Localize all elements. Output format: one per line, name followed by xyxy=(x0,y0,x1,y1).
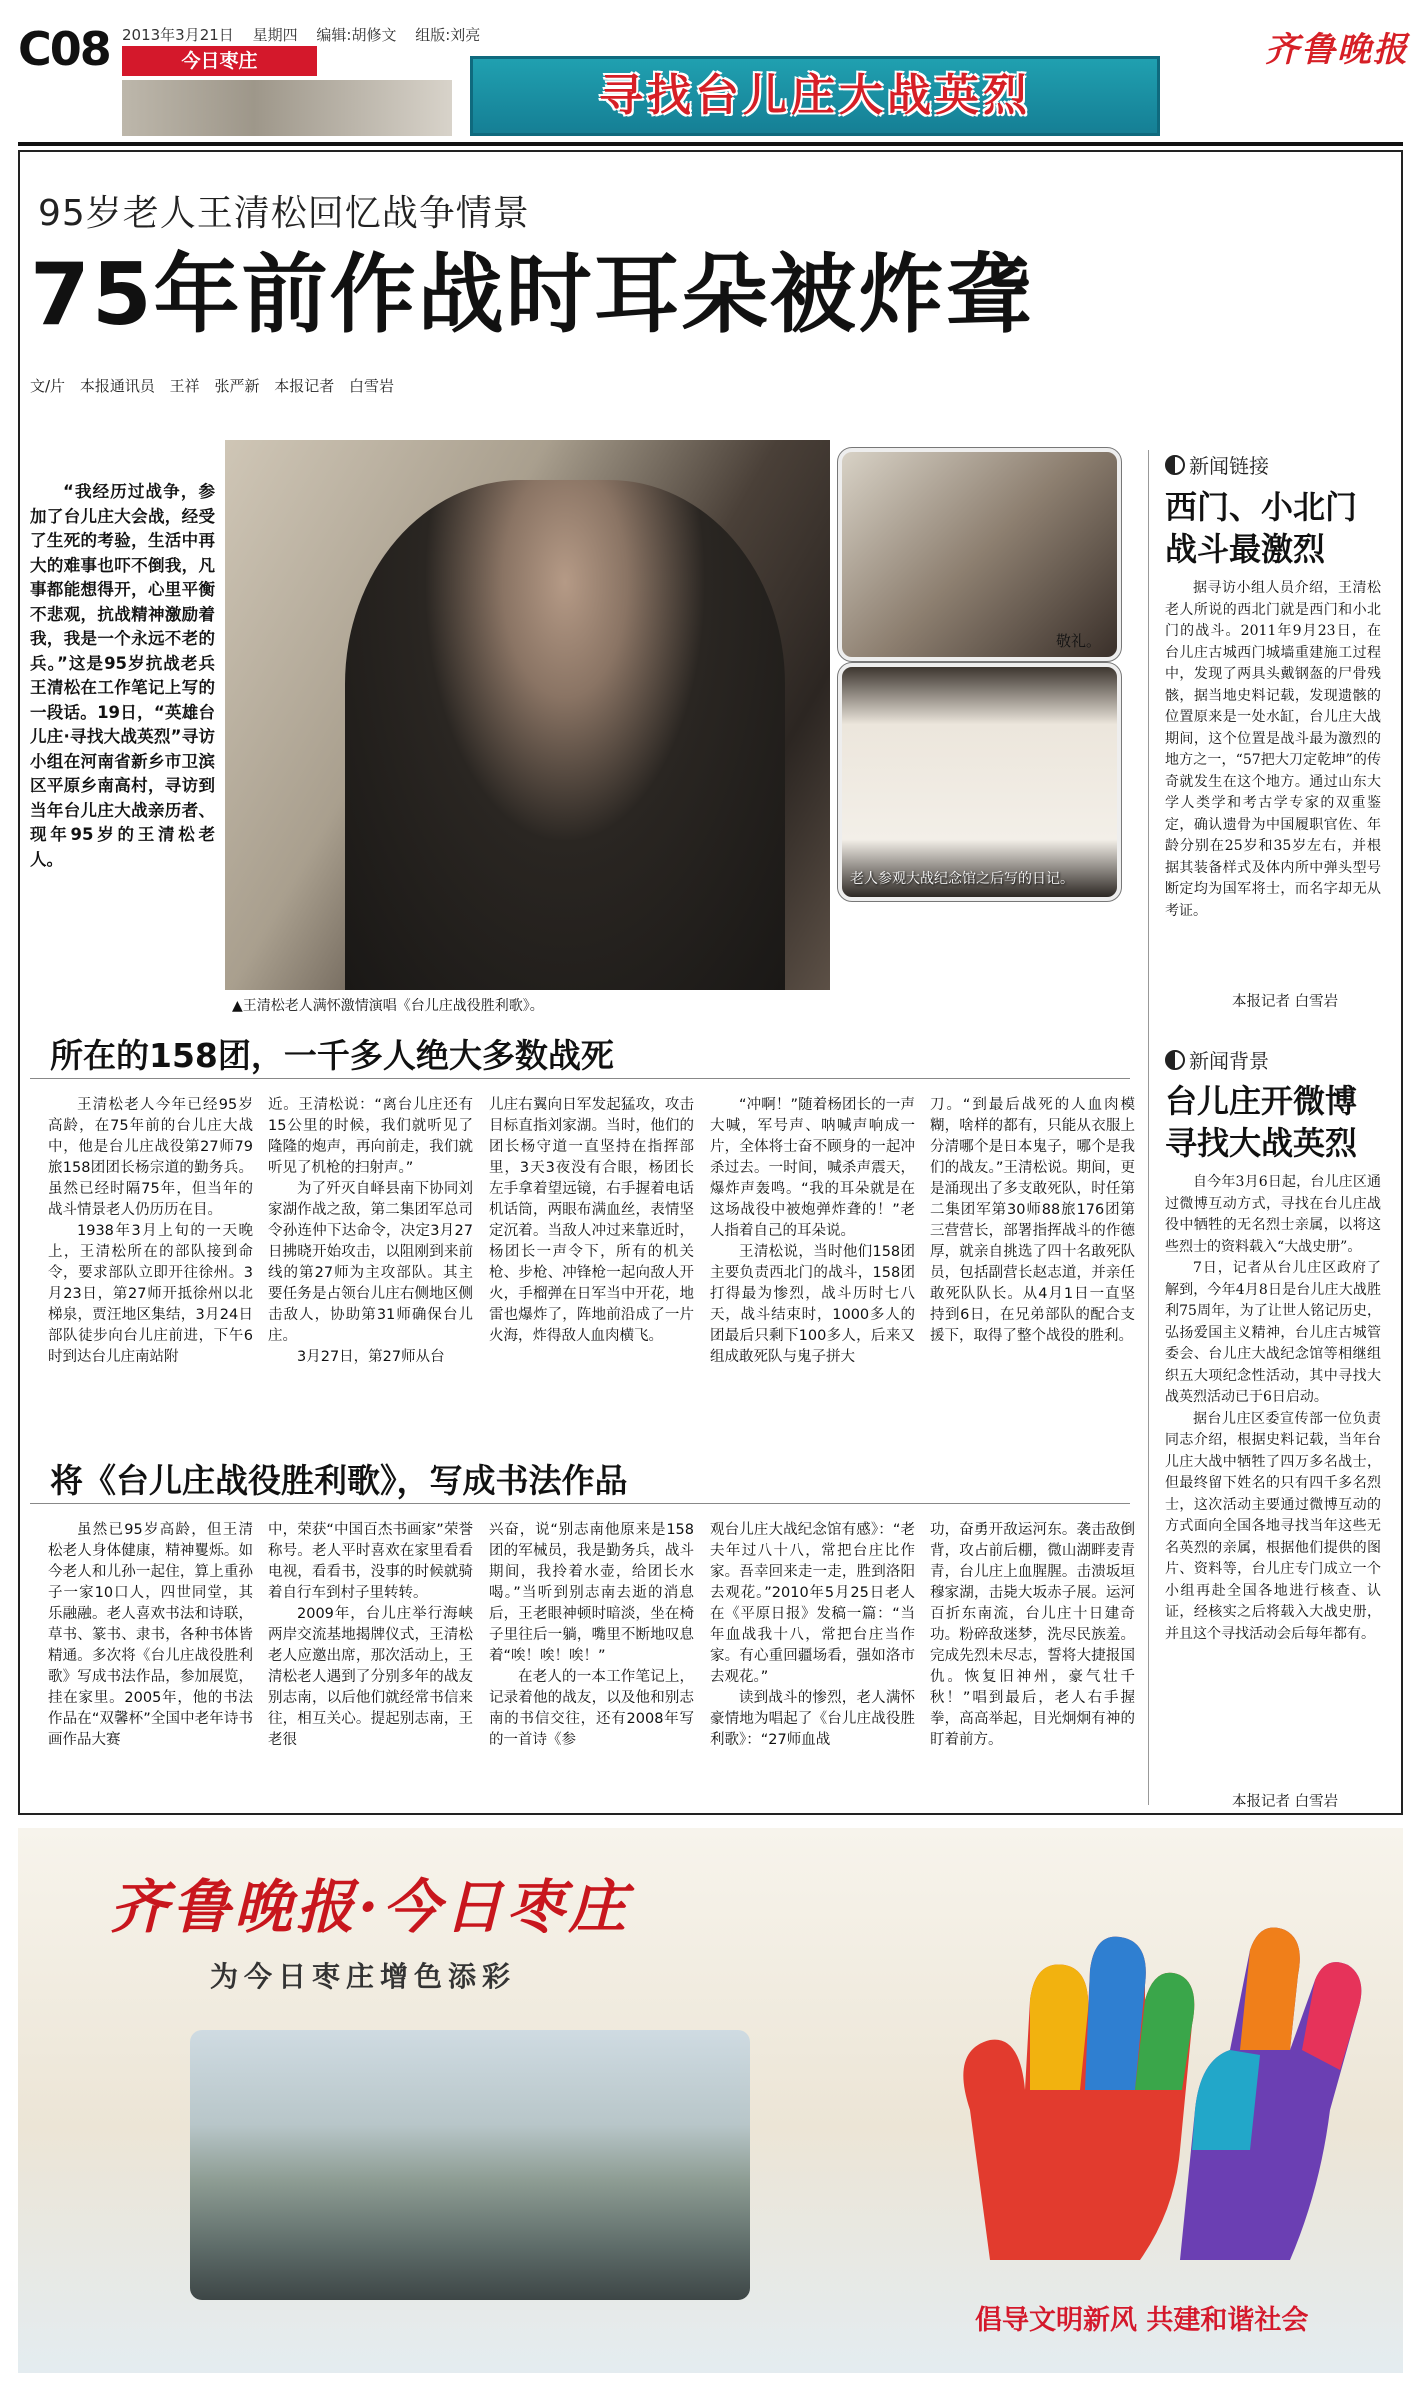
page-number: C08 xyxy=(18,22,110,76)
paragraph: 中，荣获“中国百杰书画家”荣誉称号。老人平时喜欢在家里看看电视，看看书，没事的时候就骑着自行车到村子里转转。 xyxy=(268,1522,473,1601)
byline-part: 张严新 xyxy=(214,377,260,395)
paragraph: 自今年3月6日起，台儿庄区通过微博互动方式，寻找在台儿庄战役中牺牲的无名烈士亲属，以将这些烈士的资料载入“大战史册”。 xyxy=(1165,1174,1381,1255)
issue-weekday: 星期四 xyxy=(252,26,298,44)
subhead-rule xyxy=(30,1503,1130,1504)
left-hand-shape xyxy=(963,1937,1194,2260)
subhead-158th-regiment: 所在的158团，一千多人绝大多数战死 xyxy=(50,1036,614,1075)
section2-column-5 xyxy=(930,1520,1135,1751)
headline-line: 西门、小北门 xyxy=(1165,488,1358,526)
section2-column-3 xyxy=(489,1520,694,1751)
news-link-headline xyxy=(1165,486,1385,570)
paragraph: 功，奋勇开敌运河东。袭击敌倒背，攻占前后棚，微山湖畔麦青青，台儿庄上血腥腥。击溃坂垣穆家湖，击毙大坂赤子展。运河百折东南流，台儿庄十日建奇功。粉碎敌迷梦，洗尽民族羞。完成先烈未尽志，誓将大捷报国仇。恢复旧神州，豪气壮千秋！”唱到最后，老人右手握拳，高高举起，目光炯炯有神的盯着前方。 xyxy=(930,1522,1135,1748)
paragraph: 虽然已95岁高龄，但王清松老人身体健康，精神矍烁。如今老人和儿孙一起住，算上重孙子一家10口人，四世同堂，其乐融融。老人喜欢书法和诗联，草书、篆书、隶书，各种书体皆精通。多次将《台儿庄战役胜利歌》写成书法作品，参加展览，挂在家里。2005年，他的书法作品在“双馨杯”全国中老年诗书画作品大赛 xyxy=(48,1522,253,1748)
series-title: 寻找台儿庄大战英烈 xyxy=(599,70,1031,121)
section2-column-4 xyxy=(710,1520,915,1751)
paragraph: 7日，记者从台儿庄区政府了解到，今年4月8日是台儿庄大战胜利75周年，为了让世人铭记历史，弘扬爱国主义精神，台儿庄古城管委会、台儿庄大战纪念馆等相继组织五大项纪念性活动，其中寻找大战英烈活动已于6日启动。 xyxy=(1165,1260,1381,1405)
headline-line: 战斗最激烈 xyxy=(1165,530,1326,568)
news-link-tag: 新闻链接 xyxy=(1165,450,1269,479)
subhead-calligraphy: 将《台儿庄战役胜利歌》，写成书法作品 xyxy=(50,1461,628,1500)
article-kicker: 95岁老人王清松回忆战争情景 xyxy=(38,193,530,234)
header-relief-image xyxy=(122,80,452,136)
article-lead: “我经历过战争，参加了台儿庄大会战，经受了生死的考验，生活中再大的难事也吓不倒我，凡事都能想得开，心里平衡不悲观，抗战精神激励着我，我是一个永远不老的兵。”这是95岁抗战老兵王清松在工作笔记上写的一段话。19日，“英雄台儿庄·寻找大战英烈”寻访小组在河南省新乡市卫滨区平原乡南高村，寻访到当年台儿庄大战亲历者、现年95岁的王清松老人。 xyxy=(30,482,215,869)
section1-column-1 xyxy=(48,1095,253,1368)
diary-photo xyxy=(838,663,1121,901)
news-background-body xyxy=(1165,1172,1381,1645)
byline-part: 王祥 xyxy=(169,377,200,395)
news-background-tag: 新闻背景 xyxy=(1165,1045,1269,1074)
news-background-signature: 本报记者 白雪岩 xyxy=(1232,1794,1339,1810)
main-photo xyxy=(225,440,830,990)
section1-column-4 xyxy=(710,1095,915,1368)
paragraph: 观台儿庄大战纪念馆有感》：“老夫年过八十八，常把台庄比作家。吾幸回来走一走，胜到洛阳去观花。”2010年5月25日老人在《平原日报》发稿一篇：“当年血战我十八，常把台庄当作家。有心重回疆场看，强如洛市去观花。” xyxy=(710,1522,915,1685)
paragraph: 刀。“到最后战死的人血肉模糊，啥样的都有，只能从衣服上分清哪个是日本鬼子，哪个是我们的战友。”王清松说。期间，更是涌现出了多支敢死队，时任第二集团军第30师88旅176团第三营营长，部署指挥战斗的作德厚，就亲自挑选了四十名敢死队员，包括副营长赵志道，并亲任敢死队队长。从4月1日一直坚持到6日，在兄弟部队的配合支援下，取得了整个战役的胜利。 xyxy=(930,1097,1135,1344)
section-tag: 今日枣庄 xyxy=(122,46,317,76)
ad-brand-logo: 齐鲁晚报·今日枣庄 xyxy=(110,1873,631,1941)
article-byline xyxy=(30,375,404,396)
paragraph: 王清松说，当时他们158团主要负责西北门的战斗，158团打得最为惨烈，战斗历时七八天，战斗结束时，1000多人的团最后只剩下100多人，后来又组成敢死队与鬼子拼大 xyxy=(710,1244,915,1365)
headline-line: 寻找大战英烈 xyxy=(1165,1124,1358,1162)
editor-credit: 编辑:胡修文 xyxy=(316,26,397,44)
ad-city-photo xyxy=(190,2030,750,2300)
news-link-signature: 本报记者 白雪岩 xyxy=(1232,994,1339,1010)
paragraph: 读到战斗的惨烈，老人满怀豪情地为唱起了《台儿庄战役胜利歌》：“27师血战 xyxy=(710,1690,915,1748)
headline-line: 台儿庄开微博 xyxy=(1165,1082,1358,1120)
designer-credit: 组版:刘亮 xyxy=(415,26,481,44)
paragraph: 1938年3月上旬的一天晚上，王清松所在的部队接到命令，要求部队立即开往徐州。3月23日，第27师开抵徐州以北梯泉，贾汪地区集结，3月24日部队徒步向台儿庄前进，下午6时到达台儿庄南站附 xyxy=(48,1223,253,1365)
header-rule xyxy=(18,142,1403,146)
paragraph: “冲啊！”随着杨团长的一声大喊，军号声、呐喊声响成一片，全体将士奋不顾身的一起冲杀过去。一时间，喊杀声震天，爆炸声轰鸣。“我的耳朵就是在这场战役中被炮弹炸聋的！”老人指着自己的耳朵说。 xyxy=(710,1097,915,1239)
issue-date: 2013年3月21日 xyxy=(122,26,234,44)
paragraph: 儿庄右翼向日军发起猛攻，攻击目标直指刘家湖。当时，他们的团长杨守道一直坚持在指挥部里，3天3夜没有合眼，杨团长左手拿着望远镜，右手握着电话机话筒，两眼布满血丝，表情坚定沉着。当敌人冲过来靠近时，杨团长一声令下，所有的机关枪、步枪、冲锋枪一起向敌人开火，手榴弹在日军当中开花，地雷也爆炸了，阵地前沿成了一片火海，炸得敌人血肉横飞。 xyxy=(489,1097,694,1344)
section1-column-5 xyxy=(930,1095,1135,1347)
ad-tagline: 为今日枣庄增色添彩 xyxy=(210,1960,517,1993)
paragraph: 2009年，台儿庄举行海峡两岸交流基地揭牌仪式，王清松老人应邀出席，那次活动上，王清松老人遇到了分别多年的战友别志南，以后他们就经常书信来往，相互关心。提起别志南，王老很 xyxy=(268,1606,473,1748)
right-hand-shape xyxy=(1180,1928,1361,2261)
byline-part: 文/片 xyxy=(30,377,66,395)
paragraph: 近。王清松说：“离台儿庄还有15公里的时候，我们就听见了隆隆的炮声，再向前走，我们就听见了机枪的扫射声。” xyxy=(268,1097,473,1176)
news-background-headline xyxy=(1165,1080,1385,1164)
paragraph: 在老人的一本工作笔记上，记录着他的战友，以及他和别志南的书信交往，还有2008年写的一首诗《参 xyxy=(489,1669,694,1748)
section2-column-2 xyxy=(268,1520,473,1751)
news-link-body: 据寻访小组人员介绍，王清松老人所说的西北门就是西门和小北门的战斗。2011年9月23日，在台儿庄古城西门城墙重建施工过程中，发现了两具头戴钢盔的尸骨残骸，据当地史料记载，发现遗骸的位置原来是一处水缸，台儿庄大战期间，这个位置是战斗最为激烈的地方之一，“57把大刀定乾坤”的传奇就发生在这个地方。通过山东大学人类学和考古学专家的双重鉴定，确认遗骨为中国履职官佐、年龄分别在25岁和35岁左右，并根据其装备样式及体内所中弹头型号断定均为国军将士，而名字却无从考证。 xyxy=(1165,580,1381,919)
paragraph: 据台儿庄区委宣传部一位负责同志介绍，根据史料记载，当年台儿庄大战中牺牲了四万多名战士，但最终留下姓名的只有四千多名烈士，这次活动主要通过微博互动的方式面向全国各地寻找当年这些无名英烈的亲属，根据他们提供的图片、资料等，台儿庄专门成立一个小组再赴全国各地进行核查、认证，经核实之后将载入大战史册，并且这个寻找活动会后每年都有。 xyxy=(1165,1410,1381,1642)
main-photo-caption: ▲王清松老人满怀激情演唱《台儿庄战役胜利歌》。 xyxy=(232,998,544,1014)
salute-photo-caption: 敬礼。 xyxy=(1056,632,1102,650)
masthead-logo: 齐鲁晚报 xyxy=(1265,30,1409,70)
paragraph: 为了歼灭自峄县南下协同刘家湖作战之敌，第二集团军总司令孙连仲下达命令，决定3月27日拂晓开始攻击，以阻刚到来前线的第27师为主攻部队。其主要任务是占领台儿庄右侧地区侧击敌人，协助第31师确保台儿庄。 xyxy=(268,1181,473,1344)
sidebar-divider xyxy=(1148,450,1149,1805)
ad-slogan: 倡导文明新风 共建和谐社会 xyxy=(975,2305,1309,2336)
diary-photo-caption: 老人参观大战纪念馆之后写的日记。 xyxy=(850,871,1074,887)
byline-part: 白雪岩 xyxy=(349,377,395,395)
subhead-rule xyxy=(30,1078,1130,1079)
byline-part: 本报通讯员 xyxy=(79,377,155,395)
paragraph: 3月27日，第27师从台 xyxy=(297,1349,445,1365)
paragraph: 王清松老人今年已经95岁高龄，在75年前的台儿庄大战中，他是台儿庄战役第27师79旅158团团长杨宗道的勤务兵。虽然已经时隔75年，但当年的战斗情景老人仍历历在目。 xyxy=(48,1097,253,1218)
section1-column-3 xyxy=(489,1095,694,1347)
header-meta xyxy=(122,24,494,45)
paragraph: 兴奋，说“别志南他原来是158团的军械员，我是勤务兵，战斗期间，我拎着水壶，给团长水喝。”当听到别志南去逝的消息后，王老眼神顿时暗淡，坐在椅子里往后一躺，嘴里不断地叹息着“唉！唉！唉！” xyxy=(489,1522,694,1664)
section1-column-2 xyxy=(268,1095,473,1368)
section2-column-1 xyxy=(48,1520,253,1751)
byline-part: 本报记者 xyxy=(274,377,335,395)
article-headline: 75年前作战时耳朵被炸聋 xyxy=(30,245,1034,345)
painted-hands-image xyxy=(930,1850,1370,2270)
